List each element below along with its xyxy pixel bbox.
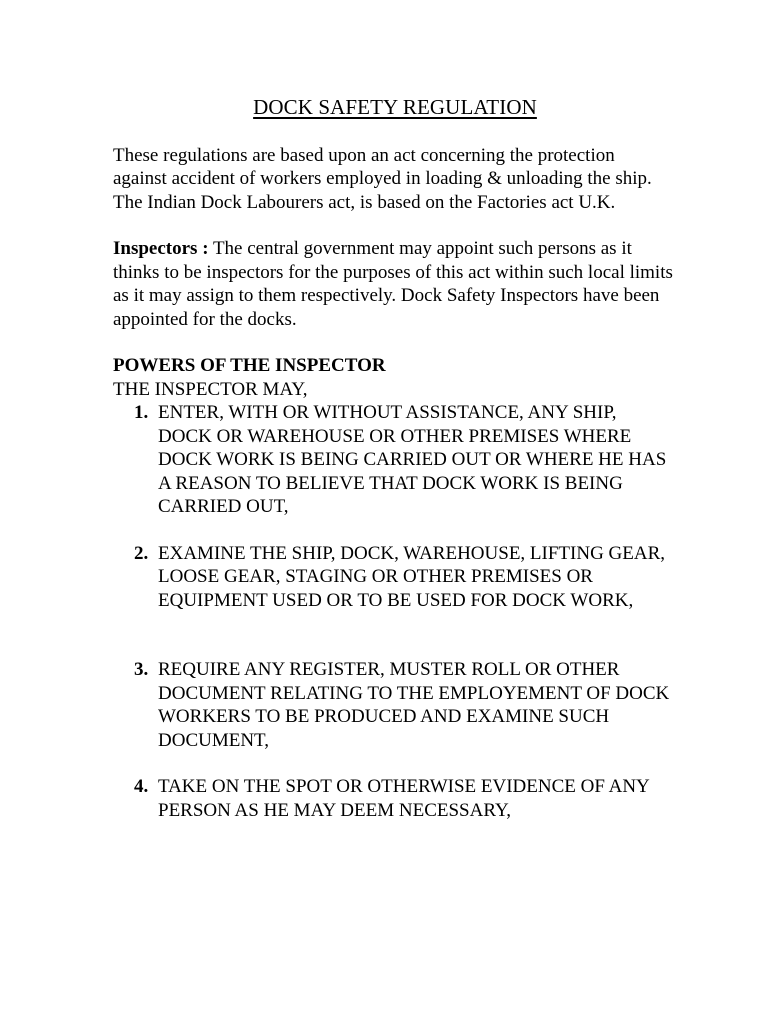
intro-paragraph: These regulations are based upon an act concerning the protection against accident of workers employed in loading & unloading the ship. The Indian Dock Labourers act, is based on the Factories act U.K. [113,144,652,213]
list-item [113,775,673,822]
list-item-number: 2. [134,542,149,564]
list-item [113,658,673,752]
list-item [113,542,673,613]
powers-list [113,401,673,822]
list-item-text: TAKE ON THE SPOT OR OTHERWISE EVIDENCE OF ANY PERSON AS HE MAY DEEM NECESSARY, [158,776,650,821]
powers-intro: THE INSPECTOR MAY, [113,378,308,400]
list-item-text: REQUIRE ANY REGISTER, MUSTER ROLL OR OTHER DOCUMENT RELATING TO THE EMPLOYEMENT OF DOCK WORKERS TO BE PRODUCED AND EXAMINE SUCH DOCUMENT, [158,659,670,751]
list-item-number: 4. [134,776,149,797]
list-item [113,401,673,519]
list-item-number: 3. [134,659,149,680]
list-item-text: ENTER, WITH OR WITHOUT ASSISTANCE, ANY SHIP, DOCK OR WAREHOUSE OR OTHER PREMISES WHERE DOCK WORK IS BEING CARRIED OUT OR WHERE HE HAS A REASON TO BELIEVE THAT DOCK WORK IS BEING CARRIED OUT, [158,402,667,517]
list-item-text: EXAMINE THE SHIP, DOCK, WAREHOUSE, LIFTING GEAR, LOOSE GEAR, STAGING OR OTHER PREMISES OR EQUIPMENT USED OR TO BE USED FOR DOCK WORK, [158,542,666,611]
list-item-number: 1. [134,402,149,423]
document-title: DOCK SAFETY REGULATION [253,95,537,119]
inspectors-text: The central government may appoint such persons as it thinks to be inspectors for the purposes of this act within such local limits as it may assign to them respectively. Dock Safety Inspectors have been appointed for the docks. [113,238,673,330]
powers-heading: POWERS OF THE INSPECTOR [113,355,386,376]
inspectors-label: Inspectors : [113,238,209,259]
inspectors-paragraph [113,237,673,331]
document-page [113,96,673,822]
